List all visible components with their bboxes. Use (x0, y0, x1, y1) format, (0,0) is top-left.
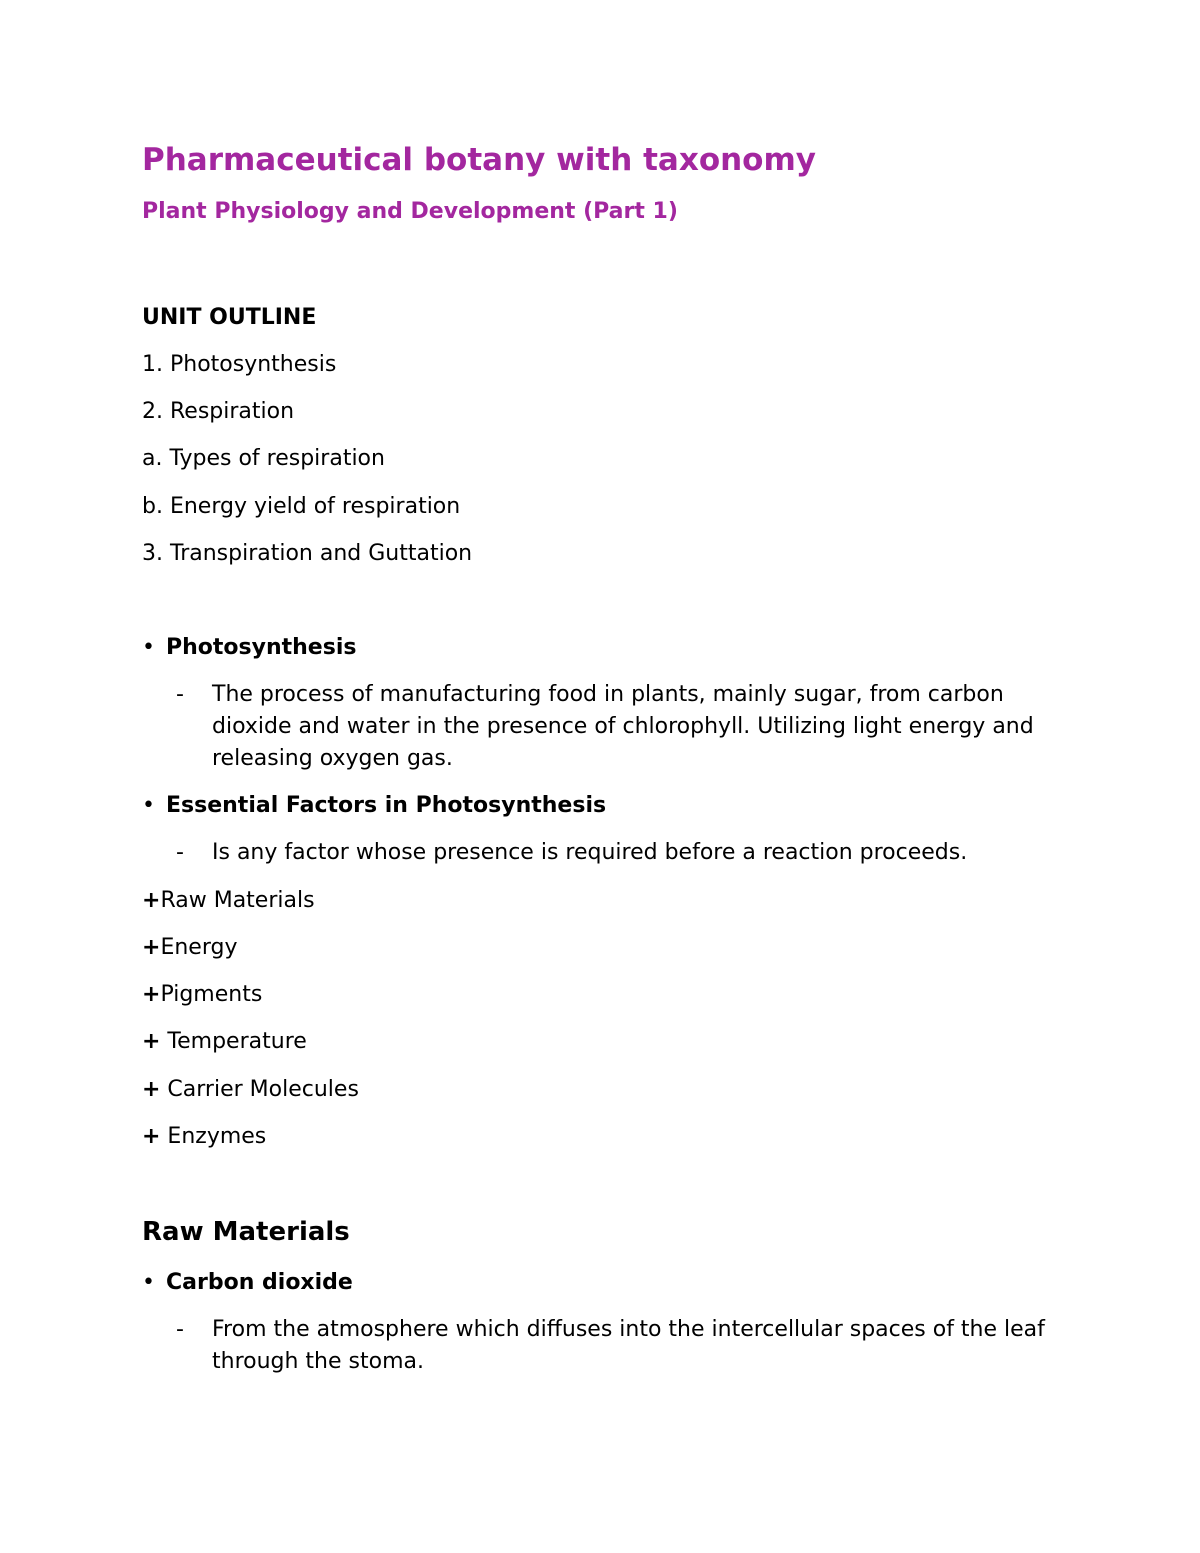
plus-icon: + (142, 1124, 161, 1149)
photosynthesis-definition: The process of manufacturing food in plants, mainly sugar, from carbon dioxide and water in the presence of chlorophyll. Utilizing light energy and releasing oxygen gas. (212, 682, 1034, 771)
outline-item: b. Energy yield of respiration (142, 494, 461, 519)
factor-item (142, 1026, 307, 1058)
outline-item: a. Types of respiration (142, 446, 385, 471)
plus-icon: + (142, 1029, 161, 1054)
photosynthesis-heading: Photosynthesis (166, 635, 357, 660)
plus-icon: + (142, 1077, 161, 1102)
factor-label: Pigments (160, 982, 263, 1007)
essential-factors-heading: Essential Factors in Photosynthesis (166, 793, 607, 818)
outline-item: 1. Photosynthesis (142, 352, 337, 377)
factor-label: Enzymes (160, 1124, 267, 1149)
bullet-icon: • (142, 635, 155, 660)
plus-icon: + (142, 982, 161, 1007)
outline-item: 3. Transpiration and Guttation (142, 541, 473, 566)
document-title: Pharmaceutical botany with taxonomy (142, 142, 816, 178)
factor-item (142, 1074, 359, 1106)
bullet-icon: • (142, 793, 155, 818)
factor-item (142, 932, 237, 964)
factor-label: Raw Materials (160, 888, 315, 913)
plus-icon: + (142, 935, 161, 960)
outline-item: 2. Respiration (142, 399, 295, 424)
dash-icon: - (176, 682, 184, 707)
plus-icon: + (142, 888, 161, 913)
carbon-dioxide-definition: From the atmosphere which diffuses into the intercellular spaces of the leaf through the stoma. (212, 1317, 1045, 1374)
unit-outline-heading: UNIT OUTLINE (142, 305, 317, 330)
factor-item (142, 1121, 266, 1153)
raw-materials-heading: Raw Materials (142, 1217, 350, 1247)
factor-item (142, 979, 262, 1011)
carbon-dioxide-heading: Carbon dioxide (166, 1270, 353, 1295)
bullet-icon: • (142, 1270, 155, 1295)
dash-icon: - (176, 1317, 184, 1342)
factor-label: Carrier Molecules (160, 1077, 359, 1102)
factor-label: Temperature (160, 1029, 307, 1054)
dash-icon: - (176, 840, 184, 865)
essential-factors-definition: Is any factor whose presence is required before a reaction proceeds. (212, 840, 968, 865)
factor-item (142, 885, 315, 917)
factor-label: Energy (160, 935, 238, 960)
document-subtitle: Plant Physiology and Development (Part 1) (142, 199, 678, 224)
